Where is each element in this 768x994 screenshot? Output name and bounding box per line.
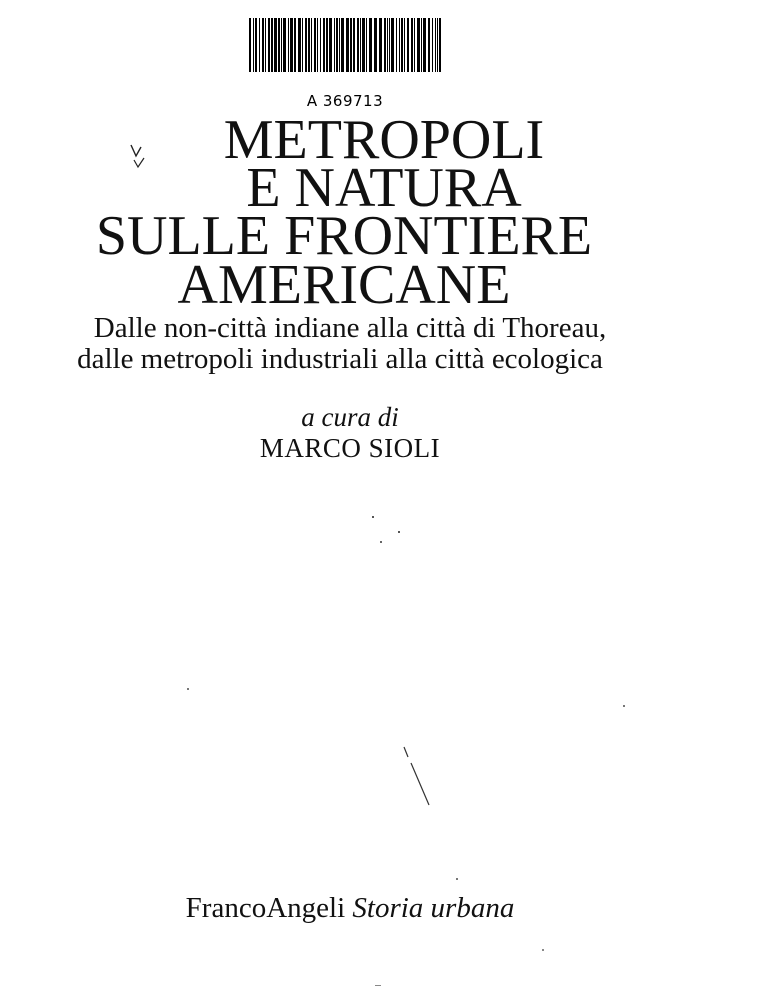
barcode-bar: [271, 18, 273, 72]
barcode-bar: [423, 18, 426, 72]
barcode-bar: [298, 18, 301, 72]
barcode-bar: [428, 18, 430, 72]
scan-speck: [542, 949, 544, 951]
barcode-bar: [278, 18, 280, 72]
title-line-3: SULLE FRONTIERE: [95, 205, 593, 267]
barcode-bar: [268, 18, 270, 72]
barcode-bar: [346, 18, 349, 72]
barcode-bar: [404, 18, 405, 72]
barcode-bar: [334, 18, 335, 72]
barcode-bar: [320, 18, 321, 72]
barcode-bar: [311, 18, 312, 72]
barcode-bar: [362, 18, 365, 72]
barcode-bar: [253, 18, 254, 72]
subtitle-line-2: dalle metropoli industriali alla città ecologica: [77, 343, 603, 375]
title-line-2: E NATURA: [246, 157, 522, 219]
scan-speck: [623, 705, 625, 707]
barcode-bar: [387, 18, 388, 72]
barcode-bar: [326, 18, 328, 72]
barcode-bar: [407, 18, 409, 72]
barcode-bar: [281, 18, 282, 72]
barcode-bar: [353, 18, 355, 72]
barcode-bar: [399, 18, 400, 72]
barcode-bar: [262, 18, 264, 72]
barcode-bar: [350, 18, 352, 72]
barcode-bar: [439, 18, 441, 72]
barcode-bar: [369, 18, 372, 72]
barcode-bar: [414, 18, 415, 72]
barcode-bar: [384, 18, 386, 72]
subtitle-line-1: Dalle non-città indiane alla città di Thoreau,: [93, 312, 607, 344]
series-name: Storia urbana: [352, 892, 515, 924]
barcode-bar: [249, 18, 251, 72]
barcode-bar: [314, 18, 316, 72]
barcode-bar: [391, 18, 394, 72]
scan-speck: [372, 516, 374, 518]
barcode-bar: [417, 18, 420, 72]
title-line-4: AMERICANE: [177, 254, 511, 316]
barcode-bar: [255, 18, 257, 72]
barcode-bar: [360, 18, 361, 72]
barcode-number: A 369713: [306, 92, 384, 110]
barcode-bar: [401, 18, 403, 72]
barcode-icon: [247, 18, 443, 90]
barcode-bar: [411, 18, 413, 72]
barcode-bar: [432, 18, 433, 72]
barcode-bar: [308, 18, 310, 72]
scan-speck: [398, 531, 400, 533]
barcode-bar: [265, 18, 266, 72]
barcode-bar: [259, 18, 260, 72]
barcode-bar: [294, 18, 296, 72]
barcode-bar: [435, 18, 436, 72]
barcode-bar: [341, 18, 344, 72]
barcode-bar: [389, 18, 390, 72]
scan-speck: [187, 688, 189, 690]
barcode-bar: [302, 18, 303, 72]
barcode-bar: [317, 18, 318, 72]
scan-speck: [380, 541, 382, 543]
barcode-bar: [437, 18, 438, 72]
barcode-bar: [274, 18, 277, 72]
barcode-bar: [374, 18, 377, 72]
scan-speck: [375, 985, 381, 986]
editor-name: MARCO SIOLI: [259, 433, 441, 463]
barcode-bar: [339, 18, 340, 72]
barcode-bar: [329, 18, 332, 72]
barcode-bar: [379, 18, 382, 72]
barcode-bar: [290, 18, 293, 72]
scan-stroke: [402, 745, 432, 807]
barcode-bar: [305, 18, 307, 72]
barcode-bar: [357, 18, 359, 72]
barcode-bar: [366, 18, 367, 72]
barcode-bar: [396, 18, 397, 72]
barcode-bar: [421, 18, 422, 72]
publisher-name: FrancoAngeli: [185, 892, 346, 924]
title-line-1: METROPOLI: [223, 109, 545, 171]
barcode-bar: [288, 18, 289, 72]
publisher-imprint: [0, 892, 700, 924]
barcode-bar: [283, 18, 286, 72]
editor-label: a cura di: [301, 402, 399, 432]
barcode-bar: [336, 18, 338, 72]
barcode-bar: [323, 18, 325, 72]
barcode: [247, 18, 443, 110]
scan-speck: [456, 878, 458, 880]
